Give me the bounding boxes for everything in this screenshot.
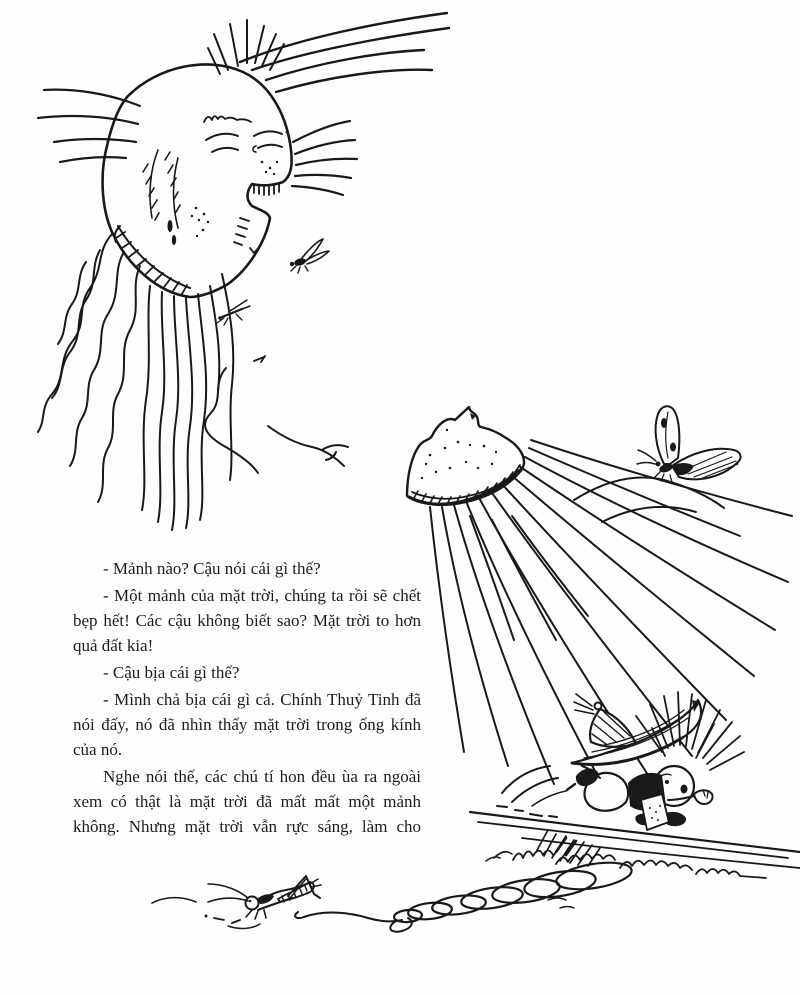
mosquito-icon [217, 300, 250, 325]
sun-rays-left [38, 90, 140, 162]
cheek-hatching [143, 150, 180, 228]
text-line: Nghe nói thế, các chú tí hon đều ùa ra ngoài [103, 767, 421, 786]
text-line: - Một mảnh của mặt trời, chúng ta rồi sẽ chết [103, 586, 421, 605]
ground-wave [152, 898, 196, 903]
text-line: không. Nhưng mặt trời vẫn rực sáng, làm cho [73, 817, 421, 836]
sun-rays-upper-right [240, 13, 449, 92]
forehead-squiggle [204, 116, 251, 122]
text-line: - Cậu bịa cái gì thế? [103, 663, 240, 682]
mouth-hatching [234, 184, 279, 245]
butterfly-icon [637, 406, 741, 482]
coil-scribble [390, 858, 633, 932]
text-line: quả đất kia! [73, 636, 154, 655]
sun-smoke-waves [205, 368, 348, 473]
bird-doodle [254, 356, 265, 362]
big-sun-illustration [38, 13, 449, 530]
sun-whiskers-right [292, 121, 357, 195]
story-text [73, 556, 421, 839]
sun-face [143, 116, 289, 245]
text-line: xem có thật là mặt trời đã mất mất một mảnh [73, 792, 421, 811]
text-line: nói đấy, nó đã nhìn thấy mặt trời trong ống kính [73, 715, 421, 734]
bite-hatching [116, 232, 187, 294]
freckles [191, 161, 278, 238]
text-line: - Mình chả bịa cái gì cả. Chính Thuỷ Tinh đã [103, 690, 421, 709]
text-line: - Mảnh nào? Cậu nói cái gì thế? [103, 559, 321, 578]
sun-wavy-beams [38, 226, 140, 502]
text-line: của nó. [73, 740, 123, 759]
text-line: bẹp hết! Các cậu không biết sao? Mặt trời to hơn [73, 611, 421, 630]
sun-beam-strands [142, 274, 233, 530]
flying-hat-icon [572, 694, 701, 764]
grasshopper-icon [152, 876, 321, 928]
fly-icon [290, 239, 329, 273]
open-mouth [681, 785, 688, 794]
ground-line [304, 913, 402, 922]
